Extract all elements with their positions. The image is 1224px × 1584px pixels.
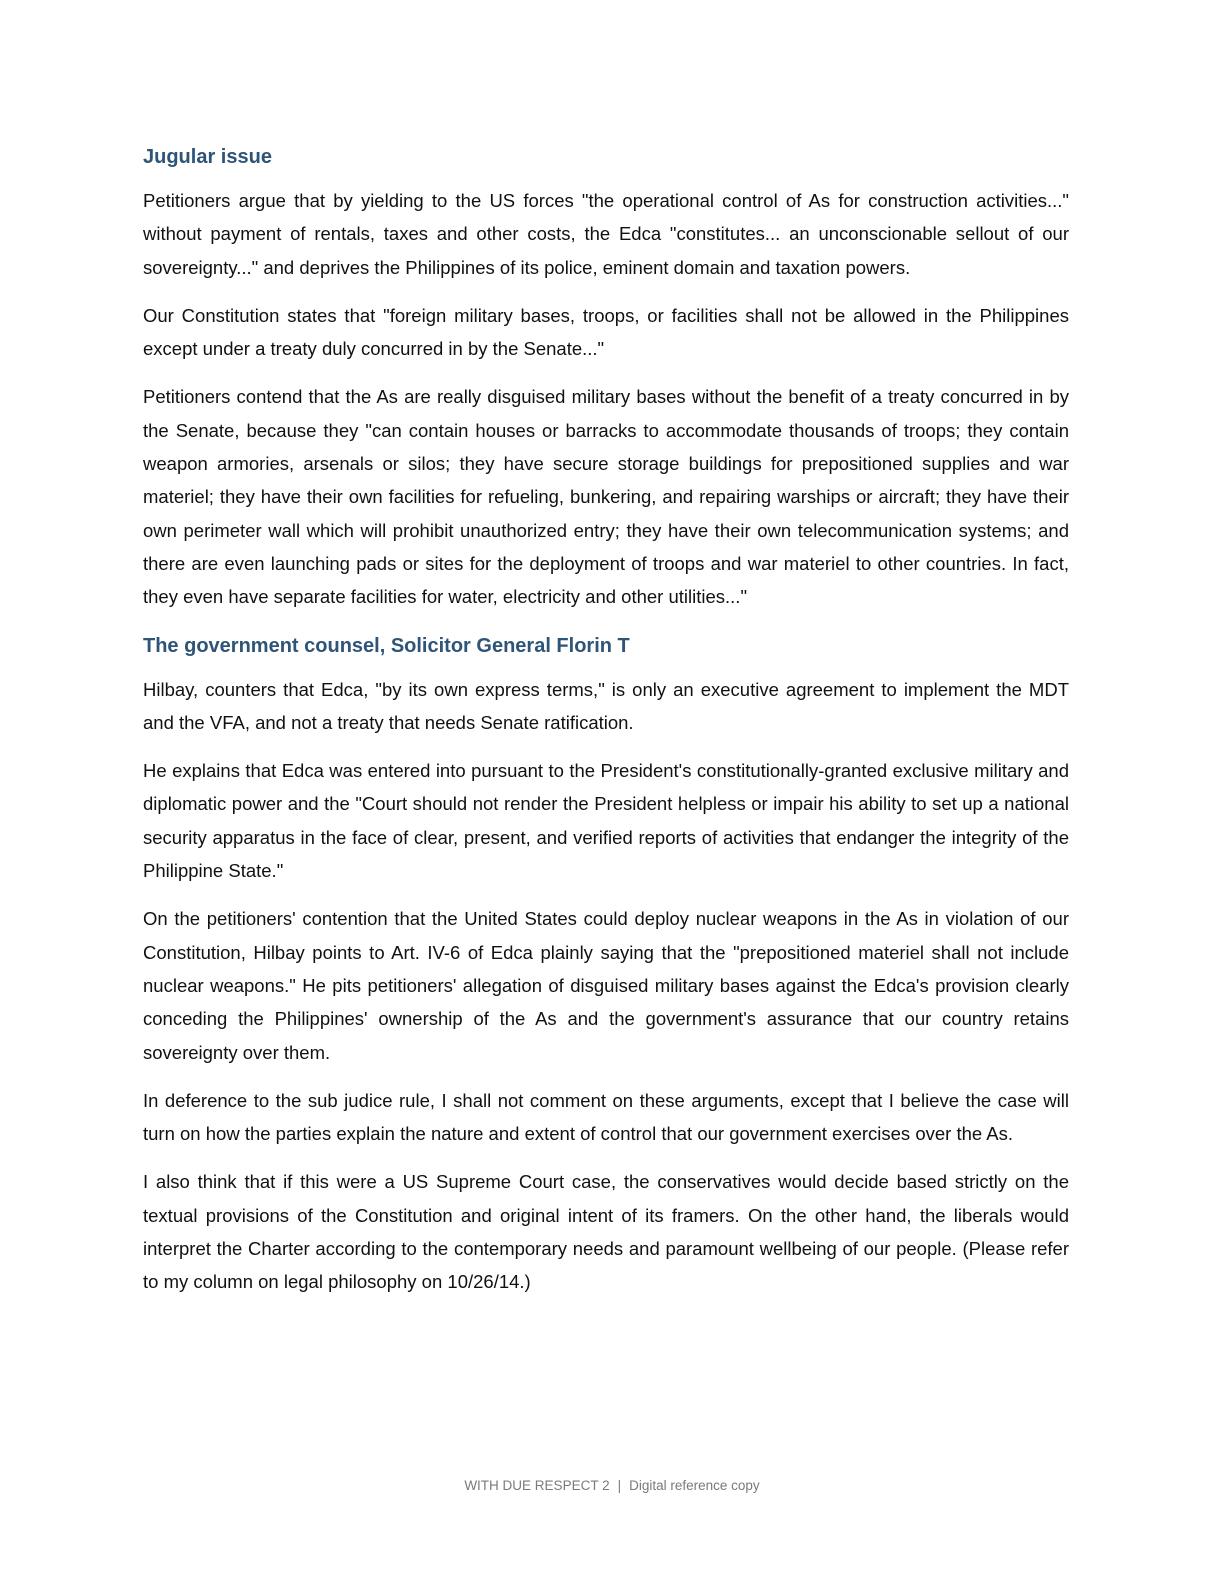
page-footer bbox=[0, 1478, 1224, 1493]
footer-title: WITH DUE RESPECT 2 bbox=[464, 1478, 610, 1493]
paragraph: He explains that Edca was entered into pursuant to the President's constitutionally-granted exclusive military and diplomatic power and the "Court should not render the President helpless or impair his ability to set up a national security apparatus in the face of clear, present, and verified reports of activities that endanger the integrity of the Philippine State." bbox=[143, 760, 1069, 882]
paragraph: I also think that if this were a US Supreme Court case, the conservatives would decide based strictly on the textual provisions of the Constitution and original intent of its framers. On the other hand, the liberals would interpret the Charter according to the contemporary needs and paramount wellbeing of our people. (Please refer to my column on legal philosophy on 10/26/14.) bbox=[143, 1171, 1069, 1293]
section-heading-jugular-issue: Jugular issue bbox=[143, 146, 272, 168]
section-heading-government-counsel: The government counsel, Solicitor General Florin T bbox=[143, 634, 630, 657]
paragraph: Our Constitution states that "foreign military bases, troops, or facilities shall not be allowed in the Philippines except under a treaty duly concurred in by the Senate..." bbox=[143, 304, 1069, 360]
footer-separator: | bbox=[617, 1478, 622, 1493]
document-body bbox=[143, 140, 1069, 1314]
paragraph: Petitioners contend that the As are really disguised military bases without the benefit of a treaty concurred in by the Senate, because they "can contain houses or barracks to accommodate thousands of troops; they contain weapon armories, arsenals or silos; they have secure storage buildings for prepositioned supplies and war materiel; they have their own facilities for refueling, bunkering, and repairing warships or aircraft; they have their own perimeter wall which will prohibit unauthorized entry; they have their own telecommunication systems; and there are even launching pads or sites for the deployment of troops and war materiel to other countries. In fact, they even have separate facilities for water, electricity and other utilities..." bbox=[143, 386, 1069, 608]
footer-note: Digital reference copy bbox=[629, 1478, 760, 1493]
paragraph: Petitioners argue that by yielding to the US forces "the operational control of As for construction activities..." without payment of rentals, taxes and other costs, the Edca "constitutes... an unconscionable sellout of our sovereignty..." and deprives the Philippines of its police, eminent domain and taxation powers. bbox=[143, 190, 1069, 278]
paragraph: In deference to the sub judice rule, I shall not comment on these arguments, except that I believe the case will turn on how the parties explain the nature and extent of control that our government exercises over the As. bbox=[143, 1089, 1069, 1145]
paragraph: On the petitioners' contention that the United States could deploy nuclear weapons in the As in violation of our Constitution, Hilbay points to Art. IV-6 of Edca plainly saying that the "prepositioned materiel shall not include nuclear weapons." He pits petitioners' allegation of disguised military bases against the Edca's provision clearly conceding the Philippines' ownership of the As and the government's assurance that our country retains sovereignty over them. bbox=[143, 908, 1069, 1063]
paragraph: Hilbay, counters that Edca, "by its own express terms," is only an executive agreement to implement the MDT and the VFA, and not a treaty that needs Senate ratification. bbox=[143, 678, 1069, 733]
